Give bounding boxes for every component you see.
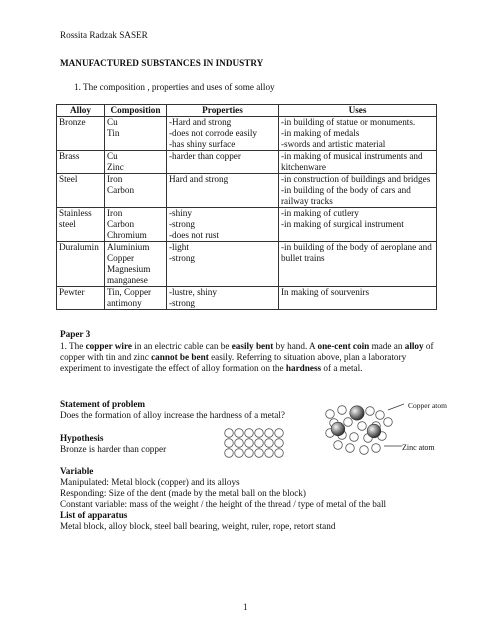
- copper-atom-arrangement: [224, 428, 286, 462]
- zinc-atom-label: Zinc atom: [402, 443, 435, 452]
- header-properties: Properties: [167, 105, 279, 117]
- table-row: [57, 208, 437, 242]
- hypothesis-text: Bronze is harder than copper: [60, 444, 167, 454]
- composition-line: Tin: [107, 128, 120, 138]
- table-cell-alloy: [57, 242, 105, 287]
- question-text: 1. The: [60, 341, 86, 351]
- table-cell-alloy: [57, 174, 105, 208]
- emphasis-text: one-cent coin: [317, 341, 370, 351]
- uses-line: -in making of musical instruments and kitchenware: [281, 151, 423, 172]
- section-heading: 1. The composition , properties and uses of some alloy: [74, 82, 275, 92]
- emphasis-text: hardness: [285, 363, 322, 373]
- composition-line: Cu: [107, 151, 118, 161]
- variable-heading: Variable: [60, 466, 94, 476]
- table-cell-composition: [105, 287, 167, 310]
- alloy-line: Bronze: [59, 117, 86, 127]
- statement-heading: Statement of problem: [60, 399, 146, 409]
- properties-line: Hard and strong: [169, 174, 229, 184]
- table-cell-alloy: [57, 287, 105, 310]
- uses-line: In making of sourvenirs: [281, 287, 370, 297]
- question-text: in an electric cable can be: [131, 341, 232, 351]
- table-cell-uses: [279, 287, 437, 310]
- properties-line: -has shiny surface: [169, 139, 236, 149]
- table-cell-properties: [167, 117, 279, 151]
- question-text: made an: [369, 341, 405, 351]
- properties-line: -does not corrode easily: [169, 128, 258, 138]
- alloy-line: Duralumin: [59, 242, 99, 252]
- uses-line: -in making of surgical instrument: [281, 219, 404, 229]
- composition-line: Magnesium: [107, 264, 151, 274]
- table-cell-properties: [167, 151, 279, 174]
- hypothesis-heading: Hypothesis: [60, 433, 104, 443]
- composition-line: Chromium: [107, 230, 147, 240]
- question-1: [60, 341, 440, 374]
- header-alloy: Alloy: [57, 105, 105, 117]
- composition-line: antimony: [107, 298, 142, 308]
- table-cell-composition: [105, 151, 167, 174]
- paper3-heading: Paper 3: [60, 329, 91, 339]
- properties-line: -harder than copper: [169, 151, 241, 161]
- table-row: [57, 151, 437, 174]
- composition-line: Iron: [107, 208, 123, 218]
- page-number: 1: [243, 602, 248, 612]
- emphasis-text: easily bent: [231, 341, 274, 351]
- properties-line: -strong: [169, 219, 196, 229]
- table-cell-properties: [167, 174, 279, 208]
- table-cell-properties: [167, 287, 279, 310]
- properties-line: -Hard and strong: [169, 117, 232, 127]
- uses-line: -swords and artistic material: [281, 139, 386, 149]
- table-cell-properties: [167, 208, 279, 242]
- composition-line: Zinc: [107, 162, 124, 172]
- table-cell-composition: [105, 117, 167, 151]
- question-text: of copper with tin and zinc: [60, 341, 434, 362]
- question-text: by hand. A: [273, 341, 318, 351]
- composition-line: Cu: [107, 117, 118, 127]
- table-row: [57, 117, 437, 151]
- composition-line: Carbon: [107, 219, 135, 229]
- composition-line: Tin, Copper: [107, 287, 152, 297]
- table-cell-composition: [105, 208, 167, 242]
- uses-line: -in construction of buildings and bridges: [281, 174, 431, 184]
- composition-line: Copper: [107, 253, 135, 263]
- alloy-line: Pewter: [59, 287, 85, 297]
- uses-line: -in building of the body of aeroplane and bullet trains: [281, 242, 432, 263]
- alloy-line: Brass: [59, 151, 80, 161]
- table-header-row: [57, 105, 437, 117]
- author-name: Rossita Radzak SASER: [60, 30, 148, 40]
- table-cell-alloy: [57, 117, 105, 151]
- properties-line: -light: [169, 242, 189, 252]
- alloy-table: [56, 104, 437, 310]
- uses-line: -in building of the body of cars and railway tracks: [281, 185, 411, 206]
- page-title: MANUFACTURED SUBSTANCES IN INDUSTRY: [60, 58, 264, 68]
- composition-line: manganese: [107, 275, 148, 285]
- copper-atom-label: Copper atom: [408, 401, 447, 410]
- header-composition: Composition: [105, 105, 167, 117]
- apparatus-heading: List of apparatus: [60, 510, 128, 520]
- table-cell-alloy: [57, 151, 105, 174]
- apparatus-text: Metal block, alloy block, steel ball bearing, weight, ruler, rope, retort stand: [60, 521, 336, 531]
- composition-line: Carbon: [107, 185, 135, 195]
- uses-line: -in building of statue or monuments.: [281, 117, 416, 127]
- table-cell-uses: [279, 117, 437, 151]
- constant-variable: Constant variable: mass of the weight / the height of the thread / type of metal of the ball: [60, 499, 387, 509]
- table-cell-properties: [167, 242, 279, 287]
- table-cell-alloy: [57, 208, 105, 242]
- emphasis-text: alloy: [404, 341, 424, 351]
- question-text: of a metal.: [321, 363, 363, 373]
- table-cell-uses: [279, 174, 437, 208]
- uses-line: -in making of cutlery: [281, 208, 359, 218]
- manipulated-variable: Manipulated: Metal block (copper) and its alloys: [60, 477, 240, 487]
- composition-line: Aluminium: [107, 242, 150, 252]
- header-uses: Uses: [279, 105, 437, 117]
- emphasis-text: cannot be bent: [151, 352, 209, 362]
- table-cell-uses: [279, 242, 437, 287]
- statement-text: Does the formation of alloy increase the hardness of a metal?: [60, 410, 286, 420]
- alloy-line: Steel: [59, 174, 78, 184]
- table-cell-uses: [279, 151, 437, 174]
- question-text: easily. Referring to situation above, plan a laboratory experiment to investigate the effect of alloy formation on the: [60, 352, 407, 373]
- properties-line: -strong: [169, 298, 196, 308]
- properties-line: -shiny: [169, 208, 192, 218]
- table-cell-composition: [105, 174, 167, 208]
- emphasis-text: copper wire: [85, 341, 132, 351]
- uses-line: -in making of medals: [281, 128, 360, 138]
- alloy-atom-arrangement: [322, 402, 404, 458]
- alloy-line: Stainless: [59, 208, 92, 218]
- properties-line: -lustre, shiny: [169, 287, 217, 297]
- properties-line: -does not rust: [169, 230, 220, 240]
- alloy-line: steel: [59, 219, 76, 229]
- table-cell-uses: [279, 208, 437, 242]
- properties-line: -strong: [169, 253, 196, 263]
- table-row: [57, 174, 437, 208]
- table-row: [57, 287, 437, 310]
- composition-line: Iron: [107, 174, 123, 184]
- table-row: [57, 242, 437, 287]
- table-cell-composition: [105, 242, 167, 287]
- responding-variable: Responding: Size of the dent (made by the metal ball on the block): [60, 488, 306, 498]
